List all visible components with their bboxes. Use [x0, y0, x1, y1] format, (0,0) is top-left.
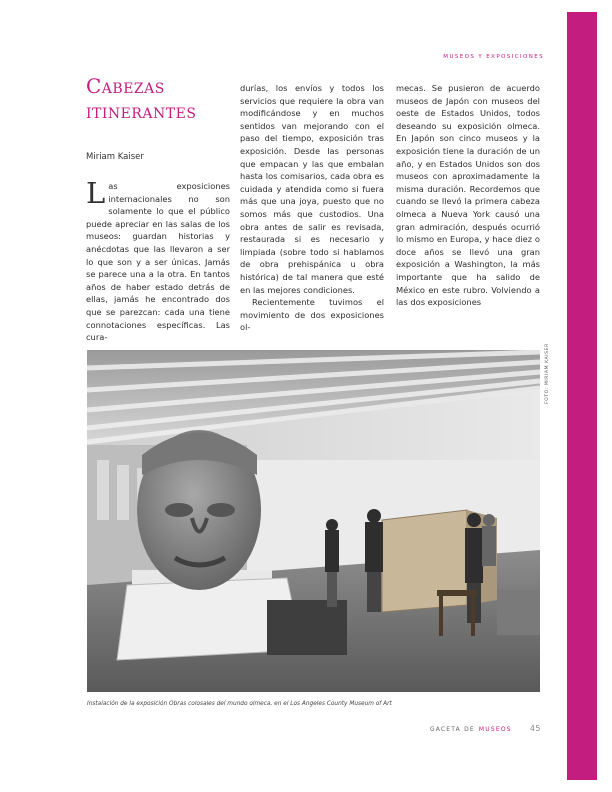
magazine-prefix: GACETA DE [429, 726, 475, 733]
photo-credit: FOTO: MIRIAM KAISER [545, 343, 550, 404]
text-column-3 [396, 82, 540, 309]
photo-caption: Instalación de la exposición Obras colosales del mundo olmeca, en el Los Angeles County Museum of Art [87, 701, 392, 707]
exhibition-photo [87, 350, 540, 692]
gallery-installation-image [87, 350, 540, 692]
magenta-side-bar [567, 12, 597, 780]
text-column-2 [240, 82, 384, 334]
page-number: 45 [529, 724, 541, 733]
column-1-text: as exposiciones internacionales no son solamente lo que el público puede apreciar en las salas de los museos: guardan historias y anécdotas que las llevaron a ser lo que son y a ser únicas. Jamás se parece una a la otra. En tantos años de haber estado detrás de ellas, jamás he encontrado dos que se parezcan: cada una tiene connotaciones específicas. Las cura- [86, 181, 230, 343]
magazine-name: MUSEOS [478, 726, 512, 733]
text-column-1 [86, 176, 230, 344]
article-title: Cabezas itinerantes [86, 74, 197, 123]
column-2-paragraph-1: durías, los envíos y todos los servicios que requiere la obra van modificándose y en muchos sentidos van mejorando con el paso del tiempo, exposición tras exposición. Desde las personas que empacan y las que embalan hasta los comisarios, cada obra es cuidada y atendida como si fuera más que una joya, puesto que no somos más que custodios. Una obra antes de salir es revisada, restaurada si es necesario y limpiada (sobre todo si hablamos de obra prehispánica u obra histórica) de tal manera que esté en las mejores condiciones. [240, 83, 384, 295]
column-2-paragraph-2: Recientemente tuvimos el movimiento de dos exposiciones ol- [240, 297, 384, 333]
article-author: Miriam Kaiser [86, 152, 144, 162]
section-header: MUSEOS Y EXPOSICIONES [443, 54, 544, 60]
column-3-paragraph-1: mecas. Se pusieron de acuerdo museos de Japón con museos del oeste de Estados Unidos, todos deseando su exposición olmeca. En Japón son cinco museos y la exposición tiene la duración de un año, y en Estados Unidos son dos museos con aproximadamente la misma duración. Recordemos que cuando se llevó la primera cabeza olmeca a Nueva York causó una gran admiración, después ocurrió lo mismo en Europa, y hace diez o doce años se llevó una gran exposición a Washington, la más importante que ha salido de México en este rubro. Volviendo a las dos exposiciones [396, 83, 540, 308]
drop-cap: L [86, 176, 106, 210]
page-footer [430, 724, 541, 733]
